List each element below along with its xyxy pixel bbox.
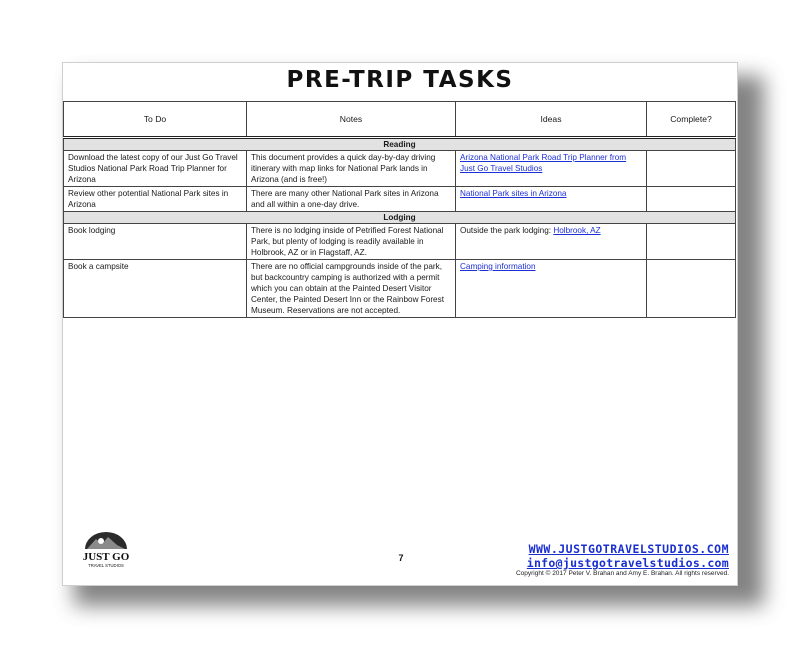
column-header-ideas: Ideas [456,102,647,138]
page-title: PRE-TRIP TASKS [286,67,514,93]
notes-cell: This document provides a quick day-by-day driving itinerary with map links for National Park lands in Arizona (and is free!) [247,151,456,187]
complete-cell[interactable] [647,187,736,212]
todo-cell: Book a campsite [64,260,247,318]
complete-cell[interactable] [647,151,736,187]
ideas-cell [456,224,647,260]
copyright-text: Copyright © 2017 Peter V. Brahan and Amy E. Brahan. All rights reserved. [515,570,729,577]
logo-text: JUST GO [82,551,130,563]
ideas-link[interactable]: National Park sites in Arizona [460,189,567,198]
section-label: Lodging [64,212,736,224]
notes-cell: There are no official campgrounds inside of the park, but backcountry camping is authorized with a permit which you can obtain at the Painted Desert Visitor Center, the Painted Desert Inn or the Rainbow Forest Museum. Reservations are not accepted. [247,260,456,318]
just-go-logo [75,529,137,569]
notes-cell: There are many other National Park sites in Arizona and all within a one-day drive. [247,187,456,212]
website-link[interactable]: WWW.JUSTGOTRAVELSTUDIOS.COM [528,542,729,556]
table-row [64,187,736,212]
section-label: Reading [64,138,736,151]
notes-cell: There is no lodging inside of Petrified Forest National Park, but plenty of lodging is readily available in Holbrook, AZ or in Flagstaff, AZ. [247,224,456,260]
logo-subtext: TRAVEL STUDIOS [88,563,124,568]
todo-cell: Review other potential National Park sites in Arizona [64,187,247,212]
section-row-lodging [64,212,736,224]
ideas-cell [456,187,647,212]
tasks-table [63,101,736,318]
ideas-link[interactable]: Holbrook, AZ [553,226,601,235]
ideas-cell [456,260,647,318]
complete-cell[interactable] [647,224,736,260]
column-header-notes: Notes [247,102,456,138]
table-row [64,260,736,318]
ideas-link[interactable]: Arizona National Park Road Trip Planner from Just Go Travel Studios [460,153,627,173]
complete-cell[interactable] [647,260,736,318]
ideas-link[interactable]: Camping information [460,262,536,271]
document-page [62,62,738,586]
table-row [64,224,736,260]
section-row-reading [64,138,736,151]
ideas-prefix: Outside the park lodging: [460,226,554,235]
ideas-cell [456,151,647,187]
todo-cell: Download the latest copy of our Just Go Travel Studios National Park Road Trip Planner for Arizona [64,151,247,187]
column-header-complete: Complete? [647,102,736,138]
page-number: 7 [398,553,404,563]
table-header-row [64,102,736,138]
table-row [64,151,736,187]
column-header-todo: To Do [64,102,247,138]
email-link[interactable]: info@justgotravelstudios.com [526,556,729,570]
todo-cell: Book lodging [64,224,247,260]
